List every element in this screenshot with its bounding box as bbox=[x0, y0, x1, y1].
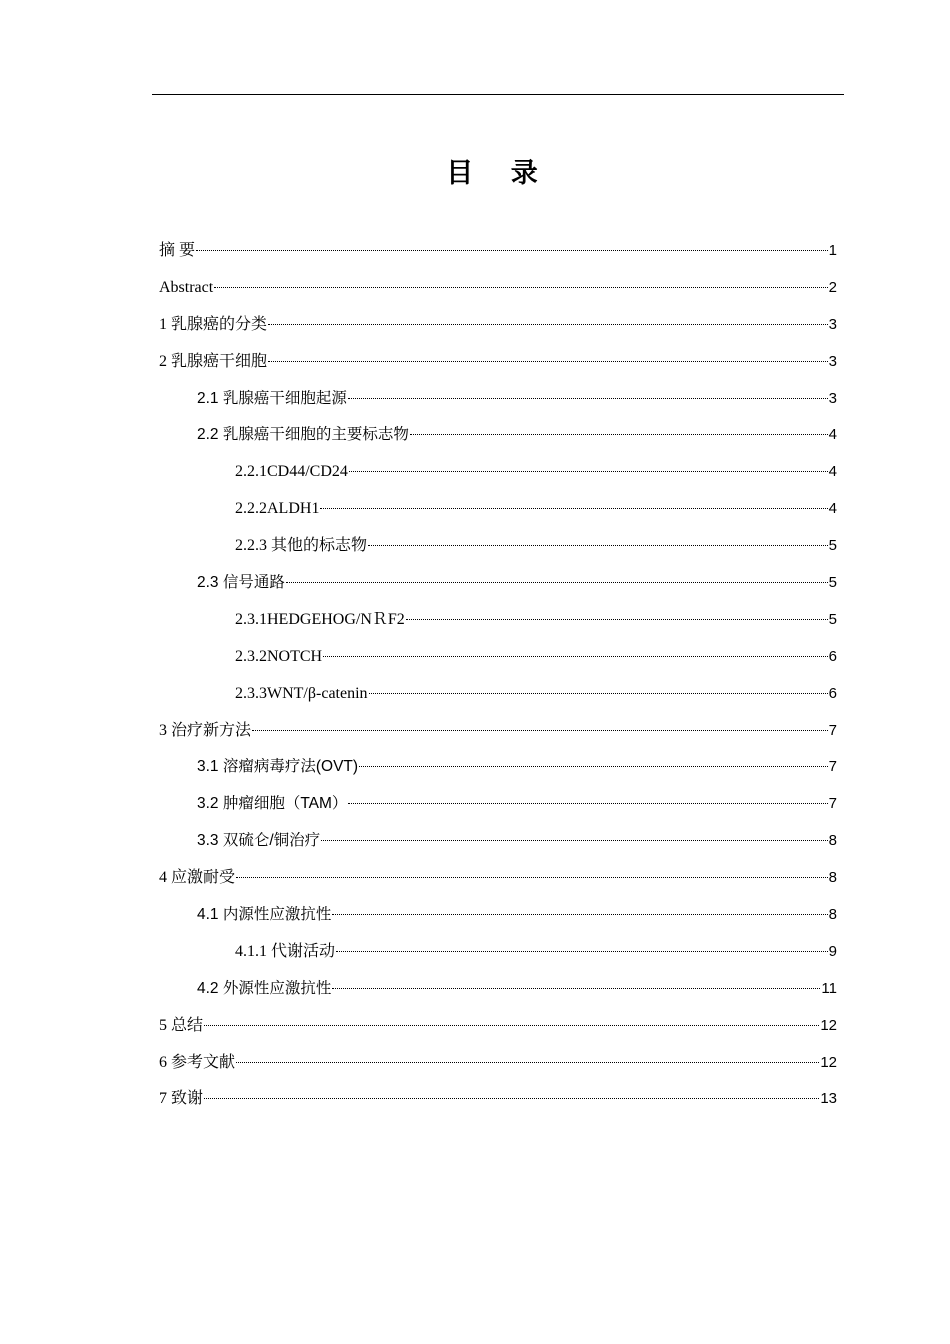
toc-entry-page-number: 7 bbox=[828, 795, 837, 813]
toc-entry-page-number: 4 bbox=[828, 500, 837, 518]
toc-entry-page-number: 1 bbox=[828, 242, 837, 259]
toc-entry[interactable] bbox=[159, 934, 837, 971]
toc-entry-label: 3.1 溶瘤病毒疗法(OVT) bbox=[197, 758, 359, 776]
toc-entry-label: 2.2 乳腺癌干细胞的主要标志物 bbox=[197, 426, 409, 444]
toc-dot-leader bbox=[204, 1025, 819, 1026]
toc-entry-label: 3.3 双硫仑/铜治疗 bbox=[197, 832, 321, 850]
toc-entry-label: 7 致谢 bbox=[159, 1090, 204, 1108]
toc-dot-leader bbox=[406, 619, 828, 620]
toc-entry-label: 3.2 肿瘤细胞（TAM） bbox=[197, 795, 348, 813]
toc-entry-label: 2.1 乳腺癌干细胞起源 bbox=[197, 389, 347, 407]
toc-entry[interactable] bbox=[159, 860, 837, 897]
toc-dot-leader bbox=[268, 361, 828, 362]
toc-entry-page-number: 7 bbox=[828, 721, 837, 739]
toc-entry-page-number: 8 bbox=[828, 832, 837, 850]
toc-dot-leader bbox=[349, 471, 828, 472]
header-rule bbox=[152, 94, 844, 95]
toc-entry-label: 4.2 外源性应激抗性 bbox=[197, 979, 332, 997]
toc-entry-label: 4.1 内源性应激抗性 bbox=[197, 906, 332, 924]
toc-entry[interactable] bbox=[159, 270, 837, 307]
toc-entry-label: 摘 要 bbox=[159, 242, 196, 259]
toc-list bbox=[159, 233, 837, 1118]
toc-entry-page-number: 5 bbox=[828, 574, 837, 592]
toc-entry-page-number: 6 bbox=[828, 647, 837, 665]
toc-entry-page-number: 9 bbox=[828, 942, 837, 960]
toc-entry[interactable] bbox=[159, 528, 837, 565]
toc-entry-page-number: 7 bbox=[828, 758, 837, 776]
toc-entry[interactable] bbox=[159, 676, 837, 713]
toc-entry-label: 4.1.1 代谢活动 bbox=[235, 942, 336, 960]
toc-entry-label: 1 乳腺癌的分类 bbox=[159, 315, 268, 333]
toc-dot-leader bbox=[323, 656, 828, 657]
toc-dot-leader bbox=[214, 287, 827, 288]
toc-entry-page-number: 3 bbox=[828, 389, 837, 407]
toc-dot-leader bbox=[286, 582, 828, 583]
toc-entry-label: 2.3.1HEDGEHOG/NＲF2 bbox=[235, 610, 405, 628]
toc-entry[interactable] bbox=[159, 491, 837, 528]
toc-dot-leader bbox=[348, 398, 828, 399]
toc-entry-label: 3 治疗新方法 bbox=[159, 721, 252, 739]
toc-dot-leader bbox=[252, 730, 828, 731]
toc-entry-page-number: 12 bbox=[820, 1053, 837, 1071]
toc-entry[interactable] bbox=[159, 639, 837, 676]
toc-entry-label: 2 乳腺癌干细胞 bbox=[159, 352, 268, 370]
toc-entry[interactable] bbox=[159, 381, 837, 418]
toc-entry-page-number: 2 bbox=[828, 278, 837, 296]
toc-entry-page-number: 8 bbox=[828, 869, 837, 887]
toc-entry-label: 2.2.2ALDH1 bbox=[235, 500, 320, 518]
toc-dot-leader bbox=[236, 1062, 819, 1063]
toc-entry[interactable] bbox=[159, 417, 837, 454]
toc-entry-label: 2.2.1CD44/CD24 bbox=[235, 463, 348, 481]
toc-dot-leader bbox=[321, 840, 827, 841]
toc-entry[interactable] bbox=[159, 307, 837, 344]
toc-entry-page-number: 6 bbox=[828, 684, 837, 702]
toc-dot-leader bbox=[268, 324, 828, 325]
toc-entry-page-number: 5 bbox=[828, 610, 837, 628]
toc-entry[interactable] bbox=[159, 1008, 837, 1045]
toc-dot-leader bbox=[336, 951, 828, 952]
toc-dot-leader bbox=[359, 766, 828, 767]
toc-entry-label: 2.3.2NOTCH bbox=[235, 647, 323, 665]
toc-entry-label: 5 总结 bbox=[159, 1016, 204, 1034]
toc-dot-leader bbox=[204, 1098, 819, 1099]
toc-entry-page-number: 4 bbox=[828, 463, 837, 481]
toc-dot-leader bbox=[236, 877, 828, 878]
toc-dot-leader bbox=[332, 914, 827, 915]
toc-entry-label: 2.2.3 其他的标志物 bbox=[235, 537, 368, 555]
toc-entry-page-number: 8 bbox=[828, 906, 837, 924]
toc-entry[interactable] bbox=[159, 344, 837, 381]
page-title: 目 录 bbox=[446, 158, 552, 189]
toc-entry[interactable] bbox=[159, 749, 837, 786]
toc-dot-leader bbox=[196, 250, 828, 251]
toc-entry[interactable] bbox=[159, 1045, 837, 1082]
toc-dot-leader bbox=[369, 693, 828, 694]
toc-entry[interactable] bbox=[159, 233, 837, 270]
toc-entry-label: 2.3 信号通路 bbox=[197, 574, 285, 592]
toc-entry[interactable] bbox=[159, 897, 837, 934]
toc-entry-page-number: 4 bbox=[828, 426, 837, 444]
toc-entry[interactable] bbox=[159, 602, 837, 639]
toc-dot-leader bbox=[410, 434, 828, 435]
toc-entry-label: 4 应激耐受 bbox=[159, 869, 236, 887]
toc-dot-leader bbox=[368, 545, 828, 546]
toc-entry-page-number: 3 bbox=[828, 315, 837, 333]
toc-entry[interactable] bbox=[159, 713, 837, 750]
toc-entry-page-number: 5 bbox=[828, 537, 837, 555]
toc-entry-page-number: 3 bbox=[828, 352, 837, 370]
toc-entry-label: Abstract bbox=[159, 278, 214, 296]
toc-dot-leader bbox=[320, 508, 827, 509]
toc-entry-label: 2.3.3WNT/β-catenin bbox=[235, 684, 368, 702]
toc-entry-label: 6 参考文献 bbox=[159, 1053, 236, 1071]
toc-entry-page-number: 13 bbox=[820, 1090, 837, 1108]
toc-entry-page-number: 11 bbox=[821, 979, 837, 997]
toc-entry-page-number: 12 bbox=[820, 1016, 837, 1034]
toc-entry[interactable] bbox=[159, 823, 837, 860]
toc-entry[interactable] bbox=[159, 786, 837, 823]
toc-entry[interactable] bbox=[159, 565, 837, 602]
toc-dot-leader bbox=[332, 988, 820, 989]
toc-entry[interactable] bbox=[159, 454, 837, 491]
toc-entry[interactable] bbox=[159, 971, 837, 1008]
toc-dot-leader bbox=[348, 803, 827, 804]
toc-entry[interactable] bbox=[159, 1081, 837, 1118]
